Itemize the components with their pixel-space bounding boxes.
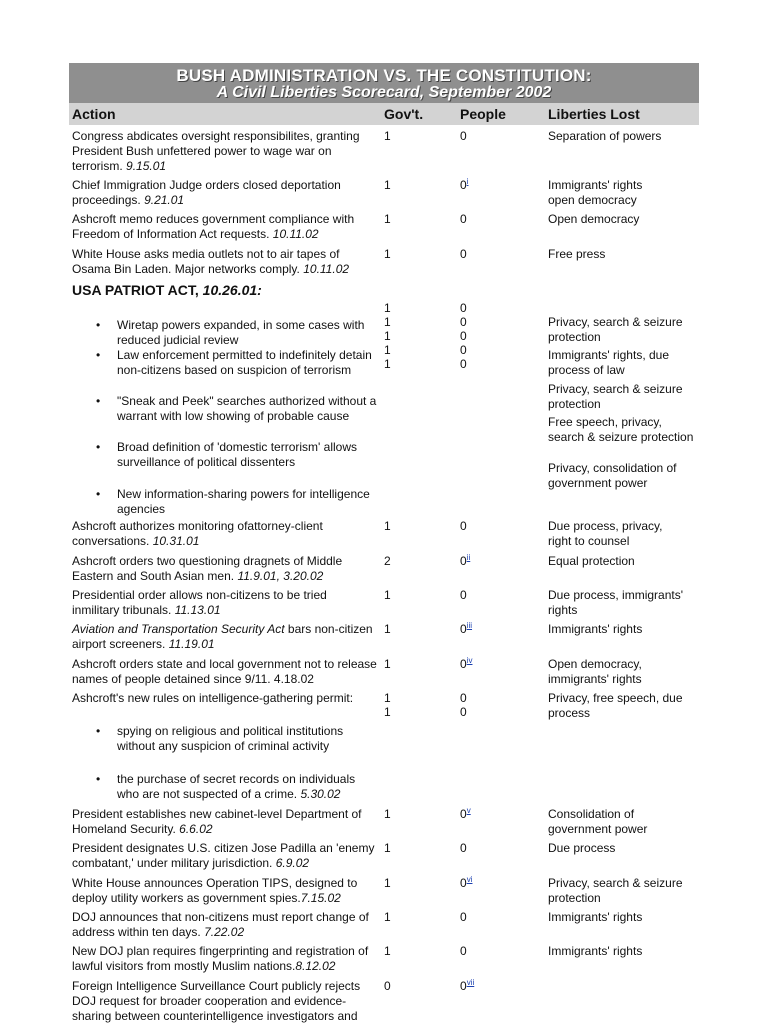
people-score: 0 <box>460 301 467 315</box>
govt-score: 0 <box>384 979 391 993</box>
action-text: Ashcroft authorizes monitoring ofattorney-client conversations. <box>72 519 323 548</box>
document-title <box>69 63 699 103</box>
people-score: 0 <box>460 588 467 602</box>
action-date: 10.11.02 <box>303 262 350 276</box>
people-score: 0$^{iii}$ <box>460 621 473 636</box>
action-date: 11.13.01 <box>174 603 221 617</box>
govt-score: 1 <box>384 247 391 261</box>
govt-score: 1 <box>384 705 391 719</box>
govt-score: 1 <box>384 129 391 143</box>
liberties-lost: Free speech, privacy, search & seizure protection <box>548 415 694 444</box>
govt-score: 1 <box>384 841 391 855</box>
liberties-lost: Separation of powers <box>548 129 662 143</box>
action-text: Ashcroft memo reduces government compliance with Freedom of Information Act requests. <box>72 212 355 241</box>
action-date: 10.11.02 <box>272 227 319 241</box>
people-score: 0$^{iv}$ <box>460 656 473 671</box>
people-score: 0$^{vii}$ <box>460 978 475 993</box>
scorecard <box>69 63 699 1023</box>
action-text: Ashcroft orders state and local government not to release names of people detained since 9/11. 4.18.02 <box>72 657 377 686</box>
action-text: Ashcroft orders two questioning dragnets of Middle Eastern and South Asian men. <box>72 554 343 583</box>
action-law-title: Aviation and Transportation Security Act <box>72 622 285 636</box>
header-govt: Gov't. <box>384 106 424 122</box>
action-date: 6.9.02 <box>275 856 310 870</box>
govt-score: 1 <box>384 178 391 192</box>
header-liberties: Liberties Lost <box>548 106 640 122</box>
liberties-lost: Privacy, consolidation of government power <box>548 461 677 490</box>
action-text: Foreign Intelligence Surveillance Court publicly rejects DOJ request for broader cooperation and evidence-sharing between counterintelligence investigators and <box>72 979 361 1023</box>
liberties-lost: Immigrants' rights open democracy <box>548 178 643 207</box>
people-score: 0 <box>460 212 467 226</box>
liberties-lost: Open democracy, immigrants' rights <box>548 657 642 686</box>
section-heading: Ashcroft's new rules on intelligence-gathering permit: <box>72 691 354 705</box>
footnote-link[interactable]: iv <box>466 656 473 665</box>
list-item: • spying on religious and political institutions without any suspicion of criminal activity <box>117 724 372 754</box>
action-date: 7.15.02 <box>300 891 341 905</box>
govt-score: 1 <box>384 910 391 924</box>
action-text: DOJ announces that non-citizens must report change of address within ten days. <box>72 910 369 939</box>
liberties-lost: Immigrants' rights, due process of law <box>548 348 670 377</box>
liberties-lost: Privacy, free speech, due process <box>548 691 683 720</box>
people-score: 0 <box>460 315 467 329</box>
govt-score: 1 <box>384 343 391 357</box>
action-date: 10.31.01 <box>152 534 200 548</box>
action-date: 6.6.02 <box>179 822 213 836</box>
action-date: 5.30.02 <box>300 787 341 801</box>
liberties-lost: Due process, privacy, right to counsel <box>548 519 663 548</box>
liberties-lost: Privacy, search & seizure protection <box>548 382 683 411</box>
people-score: 0 <box>460 691 467 705</box>
people-score: 0 <box>460 329 467 343</box>
action-date: 7.22.02 <box>204 925 245 939</box>
title-line-2: A Civil Liberties Scorecard, September 2002 <box>216 84 552 101</box>
people-score: 0 <box>460 705 467 719</box>
list-item: • Law enforcement permitted to indefinitely detain non-citizens based on suspicion of terrorism <box>117 348 379 378</box>
govt-score: 1 <box>384 588 391 602</box>
liberties-lost: Equal protection <box>548 554 635 568</box>
govt-score: 1 <box>384 519 391 533</box>
table-header <box>69 103 699 125</box>
people-score: 0 <box>460 343 467 357</box>
liberties-lost: Due process <box>548 841 616 855</box>
people-score: 0 <box>460 944 467 958</box>
list-item: • the purchase of secret records on individuals who are not suspected of a crime. 5.30.02 <box>117 772 379 802</box>
govt-score: 1 <box>384 657 391 671</box>
govt-score: 1 <box>384 622 391 636</box>
govt-score: 1 <box>384 357 391 371</box>
header-people: People <box>460 106 506 122</box>
footnote-link[interactable]: iii <box>466 621 473 630</box>
people-score: 0 <box>460 519 467 533</box>
action-date: 9.15.01 <box>126 159 167 173</box>
liberties-lost: Immigrants' rights <box>548 622 643 636</box>
liberties-lost: Consolidation of government power <box>548 807 648 836</box>
section-heading: USA PATRIOT ACT, 10.26.01: <box>72 282 262 298</box>
govt-score: 1 <box>384 691 391 705</box>
people-score: 0 <box>460 357 467 371</box>
action-text: bars non-citizen airport screeners. <box>72 622 373 651</box>
liberties-lost: Due process, immigrants' rights <box>548 588 683 617</box>
people-score: 0$^v$ <box>460 806 471 821</box>
people-score: 0 <box>460 841 467 855</box>
footnote-link[interactable]: vii <box>466 978 475 987</box>
footnote-link[interactable]: ii <box>466 553 471 562</box>
govt-score: 1 <box>384 329 391 343</box>
footnote-link[interactable]: v <box>466 806 471 815</box>
govt-score: 2 <box>384 554 391 568</box>
govt-score: 1 <box>384 315 391 329</box>
list-item: • "Sneak and Peek" searches authorized without a warrant with low showing of probable cause <box>117 394 379 424</box>
action-text: White House asks media outlets not to air tapes of Osama Bin Laden. Major networks comply. <box>72 247 340 276</box>
people-score: 0$^i$ <box>460 177 469 192</box>
action-date: 11.19.01 <box>168 637 215 651</box>
list-item: • Broad definition of 'domestic terrorism' allows surveillance of political dissenters <box>117 440 379 470</box>
people-score: 0$^{ii}$ <box>460 553 471 568</box>
action-text: New DOJ plan requires fingerprinting and registration of lawful visitors from mostly Muslim nations. <box>72 944 369 973</box>
govt-score: 1 <box>384 301 391 315</box>
action-date: 9.21.01 <box>144 193 185 207</box>
people-score: 0 <box>460 129 467 143</box>
header-action: Action <box>72 106 116 122</box>
liberties-lost: Privacy, search & seizure protection <box>548 315 683 344</box>
people-score: 0 <box>460 247 467 261</box>
govt-score: 1 <box>384 944 391 958</box>
liberties-lost: Free press <box>548 247 606 261</box>
liberties-lost: Immigrants' rights <box>548 910 643 924</box>
liberties-lost: Open democracy <box>548 212 640 226</box>
action-text: President establishes new cabinet-level Department of Homeland Security. <box>72 807 362 836</box>
footnote-link[interactable]: i <box>466 177 469 186</box>
govt-score: 1 <box>384 807 391 821</box>
people-score: 0 <box>460 910 467 924</box>
list-item: • Wiretap powers expanded, in some cases with reduced judicial review <box>117 318 379 348</box>
list-item: • New information-sharing powers for intelligence agencies <box>117 487 379 517</box>
intel-rules-section <box>69 691 699 801</box>
liberties-lost: Immigrants' rights <box>548 944 643 958</box>
people-score: 0$^{vi}$ <box>460 875 473 890</box>
govt-score: 1 <box>384 876 391 890</box>
action-text: President designates U.S. citizen Jose Padilla an 'enemy combatant,' under military jurisdiction. <box>72 841 375 870</box>
action-text: Chief Immigration Judge orders closed deportation proceedings. <box>72 178 341 207</box>
liberties-lost: Privacy, search & seizure protection <box>548 876 683 905</box>
action-date: 11.9.01, 3.20.02 <box>237 569 324 583</box>
action-text: Presidential order allows non-citizens to be tried inmilitary tribunals. <box>72 588 327 617</box>
action-text: White House announces Operation TIPS, designed to deploy utility workers as government spies. <box>72 876 358 905</box>
title-line-1: BUSH ADMINISTRATION VS. THE CONSTITUTION: <box>176 66 592 85</box>
footnote-link[interactable]: vi <box>466 875 473 884</box>
action-date: 8.12.02 <box>295 959 336 973</box>
action-text: Congress abdicates oversight responsibilites, granting President Bush unfettered power to wage war on terrorism. <box>72 129 360 173</box>
govt-score: 1 <box>384 212 391 226</box>
